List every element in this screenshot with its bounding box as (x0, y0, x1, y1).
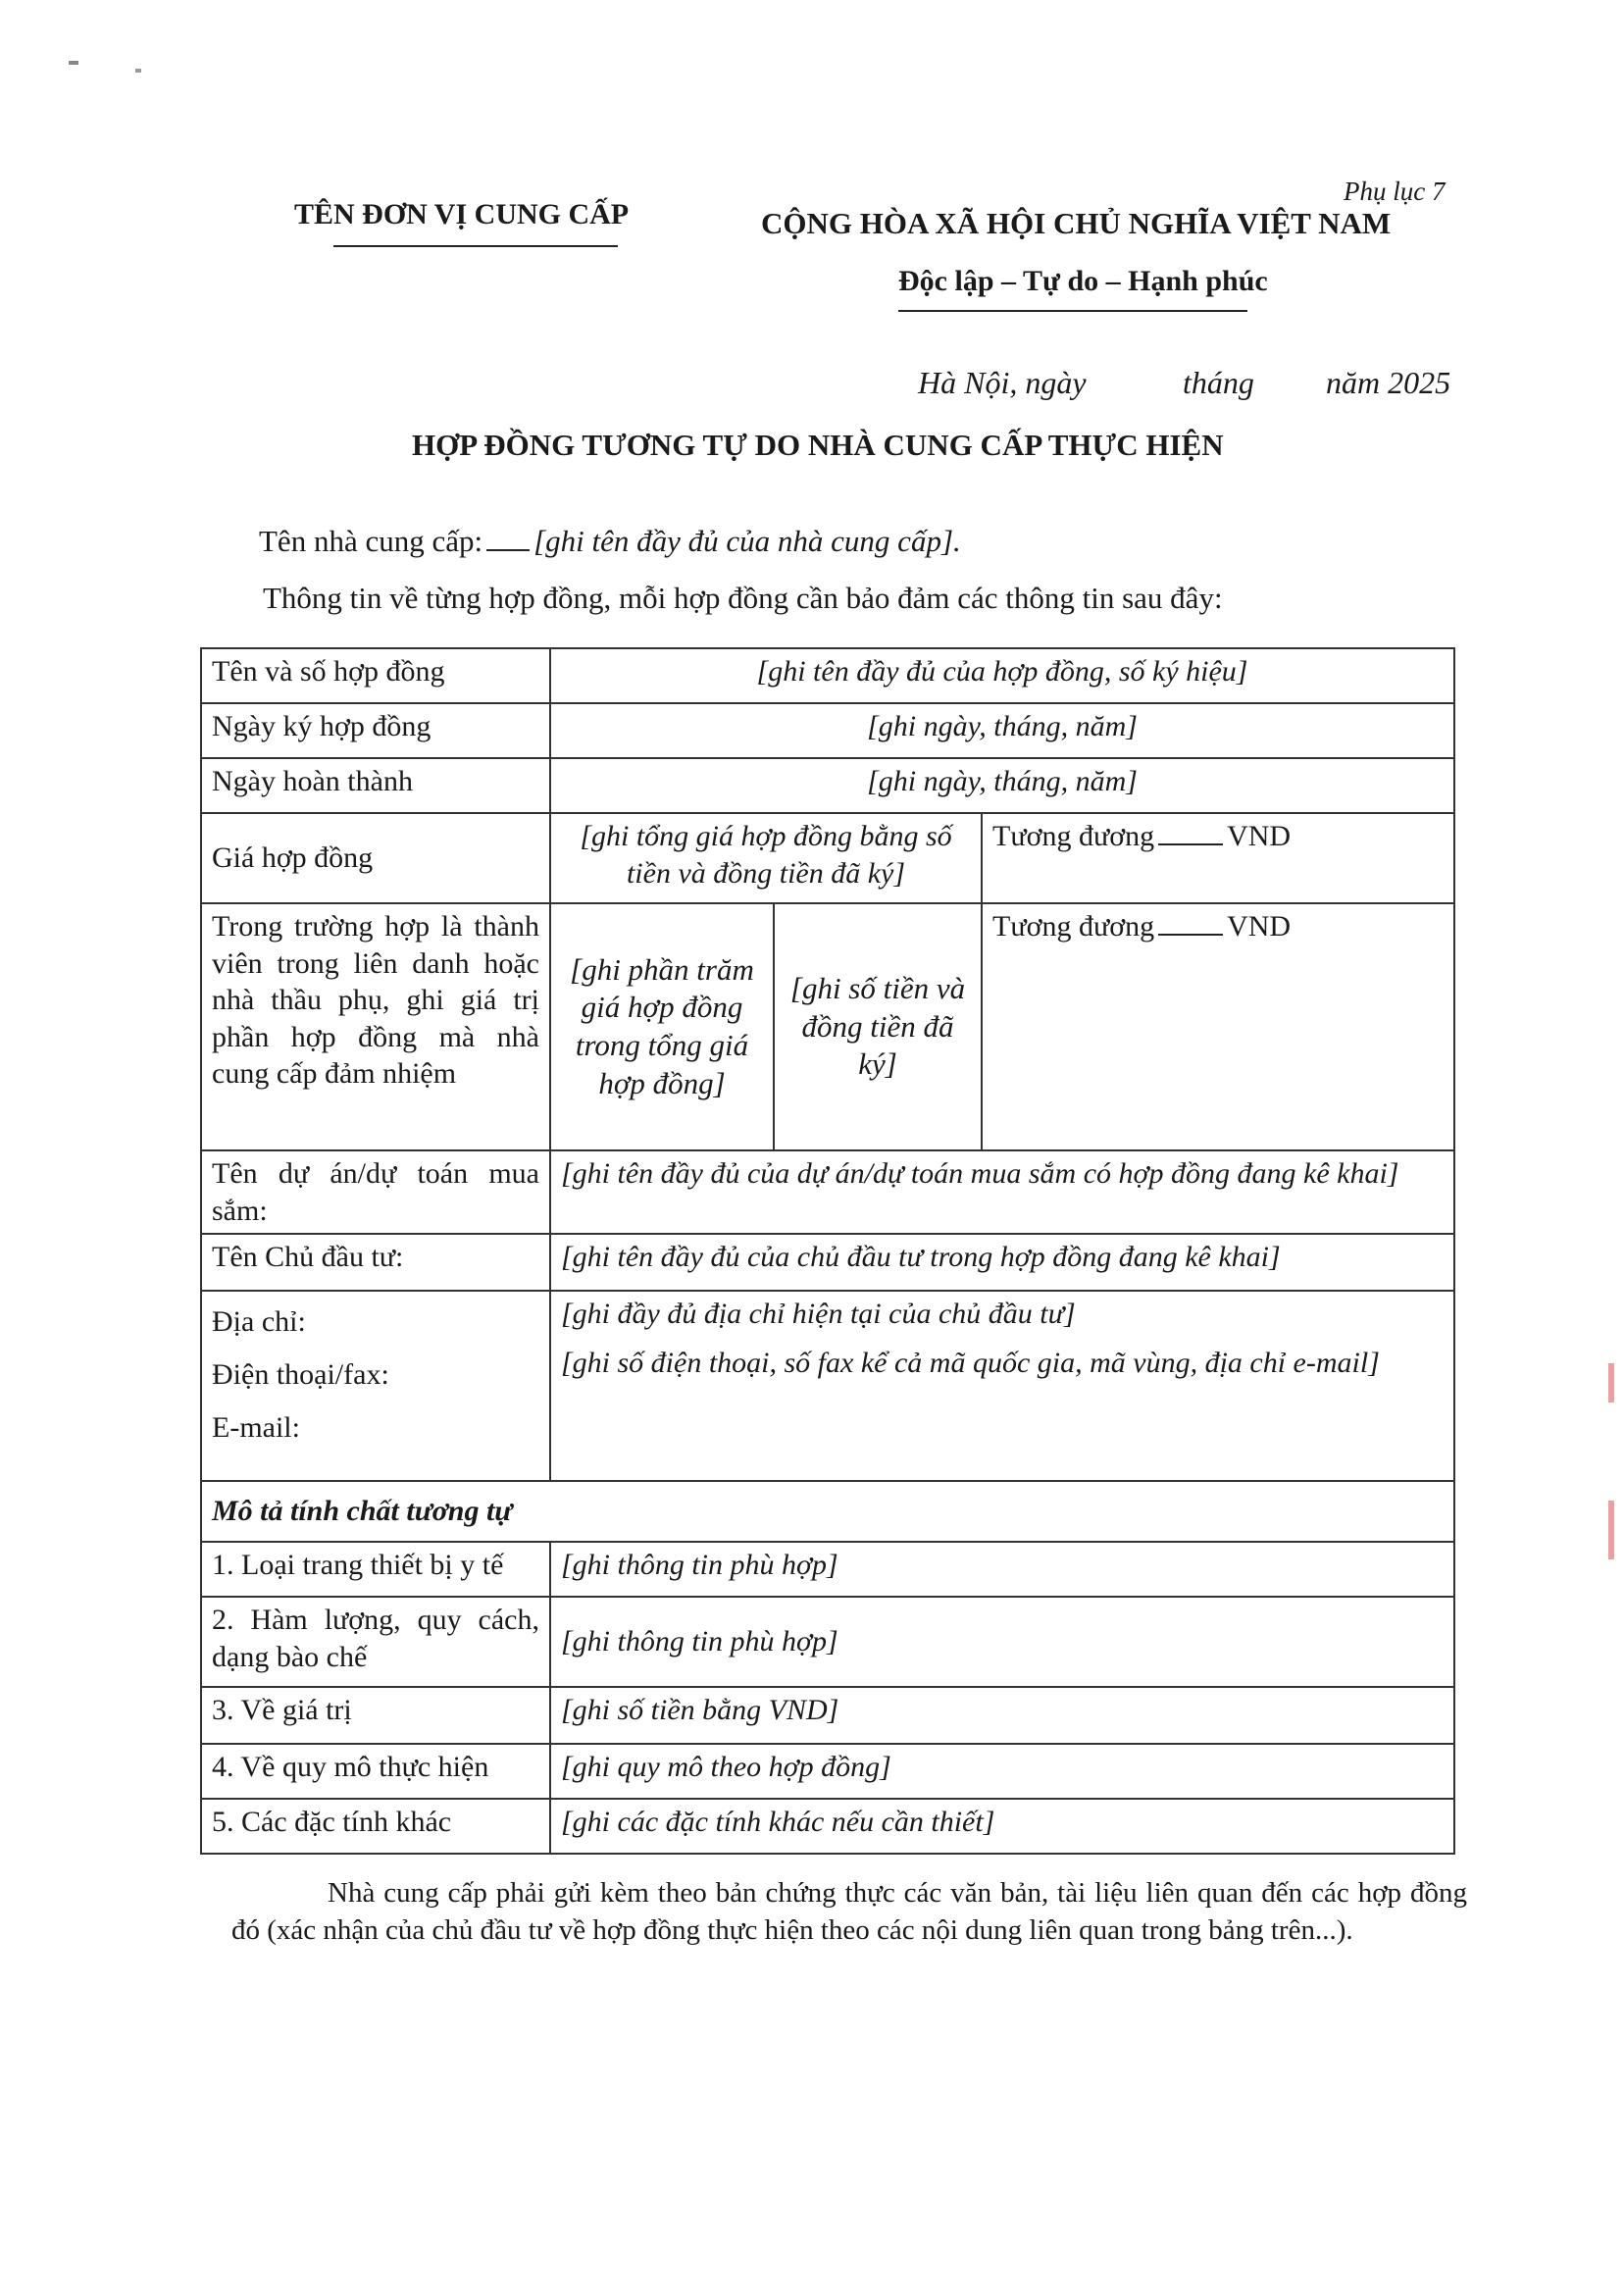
footer-note: Nhà cung cấp phải gửi kèm theo bản chứng thực các văn bản, tài liệu liên quan đến các hợp đồng đó (xác nhận của chủ đầu tư về hợp đồng thực hiện theo các nội dung liên quan trong bảng trên...). (231, 1877, 1467, 1946)
appendix-label: Phụ lục 7 (1344, 177, 1446, 206)
project-label: Tên dự án/dự toán mua sắm: (201, 1150, 550, 1234)
contract-name-hint: [ghi tên đầy đủ của hợp đồng, số ký hiệu] (550, 648, 1454, 703)
equivalent-blank (1158, 934, 1223, 936)
table-row (201, 1542, 1454, 1597)
phone-label: Điện thoại/fax: (212, 1358, 389, 1391)
table-row (201, 758, 1454, 813)
table-row (201, 1597, 1454, 1687)
currency: VND (1227, 910, 1292, 943)
row-label: 3. Về giá trị (201, 1687, 550, 1744)
table-row (201, 1799, 1454, 1854)
price-equivalent (982, 813, 1454, 903)
price-hint: [ghi tổng giá hợp đồng bằng số tiền và đồng tiền đã ký] (550, 813, 982, 903)
motto: Độc lập – Tự do – Hạnh phúc (898, 265, 1268, 297)
contact-labels (201, 1291, 550, 1481)
member-equivalent (982, 903, 1454, 1150)
row-hint: [ghi thông tin phù hợp] (550, 1597, 1454, 1687)
contract-name-label: Tên và số hợp đồng (201, 648, 550, 703)
member-amount-hint: [ghi số tiền và đồng tiền đã ký] (774, 903, 982, 1150)
info-line: Thông tin về từng hợp đồng, mỗi hợp đồng cần bảo đảm các thông tin sau đây: (263, 581, 1223, 615)
row-hint: [ghi số tiền bằng VND] (550, 1687, 1454, 1744)
complete-date-hint: [ghi ngày, tháng, năm] (550, 758, 1454, 813)
member-percent-hint: [ghi phần trăm giá hợp đồng trong tổng giá hợp đồng] (550, 903, 774, 1150)
motto-underline (898, 310, 1247, 312)
complete-date-label: Ngày hoàn thành (201, 758, 550, 813)
equivalent-blank (1158, 843, 1223, 845)
nation-title: CỘNG HÒA XÃ HỘI CHỦ NGHĨA VIỆT NAM (761, 206, 1392, 240)
table-row (201, 703, 1454, 758)
equivalent-label: Tương đương (992, 820, 1155, 852)
member-label: Trong trường hợp là thành viên trong liên danh hoặc nhà thầu phụ, ghi giá trị phần hợp đồng mà nhà cung cấp đảm nhiệm (201, 903, 550, 1150)
row-label: 4. Về quy mô thực hiện (201, 1744, 550, 1799)
date-month: tháng (1183, 365, 1254, 400)
contract-table (200, 647, 1455, 1855)
table-row (201, 1481, 1454, 1542)
table-row (201, 1150, 1454, 1234)
supplier-blank (486, 549, 530, 551)
stamp-edge-mark (1608, 1363, 1614, 1402)
row-hint: [ghi các đặc tính khác nếu cần thiết] (550, 1799, 1454, 1854)
table-row (201, 1744, 1454, 1799)
date-place: Hà Nội, ngày (918, 365, 1087, 400)
row-hint: [ghi thông tin phù hợp] (550, 1542, 1454, 1597)
address-hint: [ghi đầy đủ địa chỉ hiện tại của chủ đầu tư] (561, 1298, 1076, 1330)
scan-artifact (69, 61, 78, 65)
email-label: E-mail: (212, 1411, 300, 1444)
sign-date-label: Ngày ký hợp đồng (201, 703, 550, 758)
stamp-edge-mark (1608, 1501, 1614, 1559)
org-name: TÊN ĐƠN VỊ CUNG CẤP (294, 198, 630, 230)
sign-date-hint: [ghi ngày, tháng, năm] (550, 703, 1454, 758)
table-row (201, 1291, 1454, 1481)
contact-hints (550, 1291, 1454, 1481)
row-label: 5. Các đặc tính khác (201, 1799, 550, 1854)
supplier-line (259, 524, 961, 559)
phone-hint: [ghi số điện thoại, số fax kể cả mã quốc gia, mã vùng, địa chỉ e-mail] (561, 1346, 1380, 1379)
table-row (201, 813, 1454, 903)
document-title: HỢP ĐỒNG TƯƠNG TỰ DO NHÀ CUNG CẤP THỰC HIỆN (412, 428, 1224, 462)
price-label: Giá hợp đồng (201, 813, 550, 903)
supplier-label: Tên nhà cung cấp: (259, 524, 483, 558)
equivalent-label: Tương đương (992, 910, 1155, 943)
currency: VND (1227, 820, 1292, 852)
address-label: Địa chỉ: (212, 1305, 306, 1338)
table-row (201, 903, 1454, 1150)
table-row (201, 1234, 1454, 1291)
org-underline (333, 245, 618, 247)
row-label: 2. Hàm lượng, quy cách, dạng bào chế (201, 1597, 550, 1687)
section-title: Mô tả tính chất tương tự (201, 1481, 1454, 1542)
row-hint: [ghi quy mô theo hợp đồng] (550, 1744, 1454, 1799)
table-row (201, 1687, 1454, 1744)
investor-label: Tên Chủ đầu tư: (201, 1234, 550, 1291)
project-hint: [ghi tên đầy đủ của dự án/dự toán mua sắm có hợp đồng đang kê khai] (550, 1150, 1454, 1234)
table-row (201, 648, 1454, 703)
row-label: 1. Loại trang thiết bị y tế (201, 1542, 550, 1597)
supplier-hint: [ghi tên đầy đủ của nhà cung cấp]. (533, 524, 961, 558)
date-year: năm 2025 (1326, 365, 1451, 400)
scan-artifact (135, 69, 141, 73)
investor-hint: [ghi tên đầy đủ của chủ đầu tư trong hợp đồng đang kê khai] (550, 1234, 1454, 1291)
